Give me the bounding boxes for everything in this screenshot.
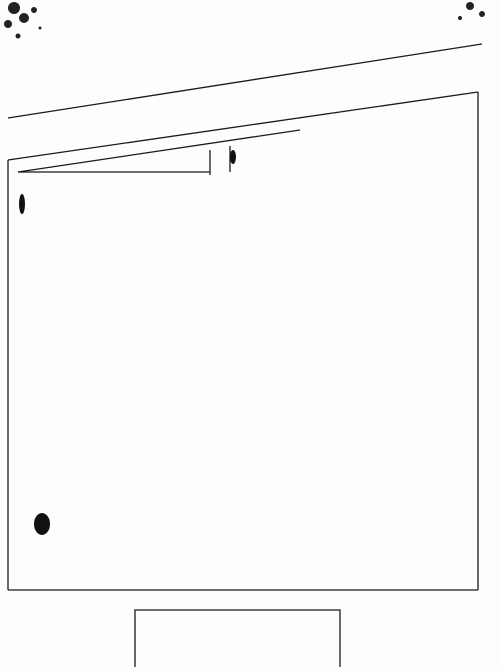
ink-blots: [19, 150, 236, 535]
cemetery-boundary: [8, 44, 482, 667]
scan-speckles: [4, 2, 485, 39]
